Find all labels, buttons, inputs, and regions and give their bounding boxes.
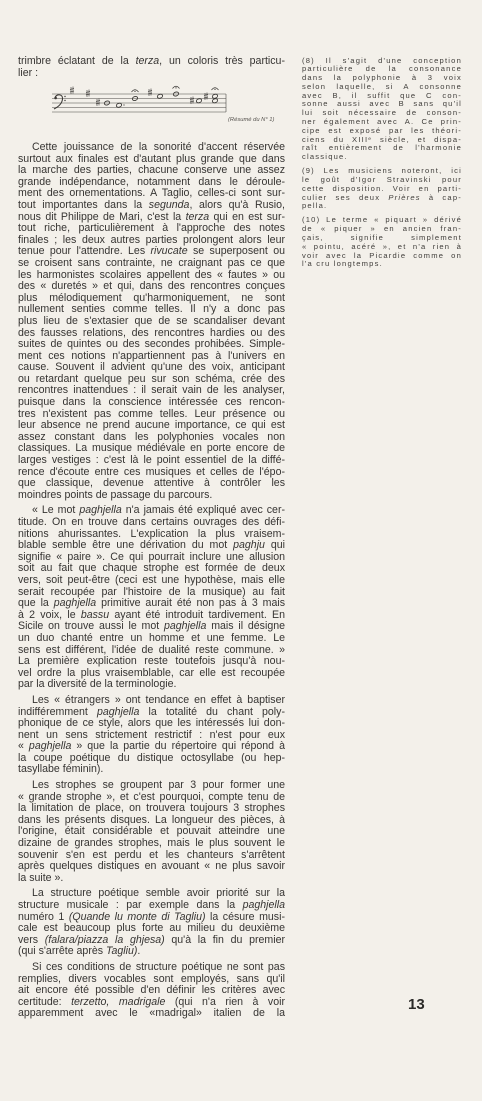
- text-line: ment ces notions n'appartiennent pas à l'univers en: [18, 349, 285, 362]
- text-run: certitude:: [18, 995, 72, 1008]
- text-run: qui en est sur-: [209, 210, 285, 223]
- text-line: plus mélodiquement qu'harmoniquement, ne sont: [18, 291, 285, 304]
- text-line: cale est beaucoup plus forte au milieu du deuxième: [18, 922, 285, 935]
- text-line: classiques. La musique médiévale en porte encore de: [18, 442, 285, 455]
- text-run: ayant été introduit tardivement. En: [109, 608, 285, 621]
- music-example-caption: (Résumé du N° 1): [228, 117, 275, 123]
- text-line: Les « étrangers » ont tendance en effet à baptiser: [32, 693, 285, 706]
- text-line: nent un sens strictement restrictif : n'est pour eux: [18, 728, 285, 741]
- text-line: cette disposition. Voir en parti-: [302, 183, 462, 193]
- text-line: se croisent sans contrainte, ne craignant pas ce que: [18, 256, 285, 269]
- text-line: [18, 56, 285, 68]
- footnote: [302, 57, 462, 163]
- text-run: primitive aurait été non pas à 3 mais: [96, 597, 286, 610]
- italic-run: terza: [135, 55, 160, 67]
- text-line: les harmonistes scolaires appellent des « fautes » ou: [18, 268, 285, 281]
- paragraph: [18, 962, 285, 1020]
- text-line: sonne aussi avec B sans qu'il: [302, 99, 462, 109]
- text-line: Les strophes se groupent par 3 pour former une: [32, 779, 285, 792]
- text-run: culier ses deux: [302, 192, 389, 202]
- text-line: la limitation de place, on trouvera toujours 3 strophes: [18, 802, 285, 815]
- text-line: leur absence ne prend aucune importance, ce qui est: [18, 419, 285, 432]
- text-run: trimbre éclatant de la: [18, 55, 136, 67]
- text-line: un duo chanté entre un homme et une femme. Le: [18, 631, 285, 644]
- italic-run: paghjella: [53, 597, 97, 610]
- text-line: ou retardant quelque peu sur son schéma, crée des: [18, 372, 285, 385]
- text-line: çais, signifie simplement: [302, 233, 462, 243]
- text-run: ciens du XIII: [302, 134, 369, 144]
- text-line: des « duretés » et qui, dans des rencontres conçues: [18, 280, 285, 293]
- text-line: souvenir s'en est perdu et les chanteurs s'arrêtent: [18, 848, 285, 861]
- italic-run: segunda: [148, 198, 190, 211]
- text-run: qu'à la fin du premier: [164, 933, 285, 946]
- text-line: assez constant dans les polyphonies vocales non: [18, 430, 285, 443]
- text-line: tasyllabe féminin).: [18, 763, 104, 776]
- text-line: dans les présents disques. La longueur des pièces, à: [18, 813, 285, 826]
- bass-clef-icon: [54, 95, 66, 109]
- paragraph: [18, 695, 285, 776]
- text-line: par la diversité de la terminologie.: [18, 678, 177, 691]
- text-line: remplies, divers vocables sont employés, sans qu'il: [18, 972, 285, 985]
- text-line: finales ; les deux autres parties prolongent alors leur: [18, 233, 285, 246]
- text-line: après quelques distiques en avouant « ne plus savoir: [18, 860, 285, 873]
- text-line: des fausses relations, des rencontres hardies ou des: [18, 326, 285, 339]
- text-run: (qui s'arrête après: [18, 945, 106, 958]
- text-line: dizaine de grandes strophes, mais le plus souvent le: [18, 837, 285, 850]
- text-line: cause. Souvent il advient qu'une des voix, anticipant: [18, 361, 285, 374]
- text-run: , alors qu'à Rusio,: [189, 198, 285, 211]
- text-run: se superposent ou: [187, 245, 286, 258]
- text-run: blable semble être une dérivation du mot: [18, 539, 234, 552]
- text-run: la césure musi-: [205, 910, 285, 923]
- italic-run: terza: [185, 210, 210, 223]
- text-run: (qui n'a rien à voir: [165, 995, 285, 1008]
- italic-run: (falara/piazza la ghjesa): [44, 933, 165, 946]
- page-number: 13: [408, 996, 425, 1013]
- text-line: ner également avec A. Ce prin-: [302, 117, 462, 127]
- italic-run: terzetto, madrigale: [71, 995, 166, 1008]
- text-line: Cette jouissance de la sonorité d'accent réservée: [32, 141, 285, 153]
- text-line: grande indépendance, notamment dans le déroule-: [18, 175, 285, 188]
- text-line: la coupe poétique du distique octosyllabe (ou hep-: [18, 751, 285, 764]
- superscript: e: [368, 136, 373, 142]
- footnotes-column: [302, 57, 462, 275]
- text-line: pella.: [302, 201, 328, 211]
- text-run: que la: [18, 597, 54, 610]
- text-run: la totalité du chant poly-: [139, 705, 285, 718]
- text-line: Si ces conditions de structure poétique ne sont pas: [32, 960, 285, 973]
- text-line: le goût d'Igor Stravinski pour: [302, 175, 462, 185]
- footnote: [302, 216, 462, 269]
- italic-run: paghjella: [96, 705, 140, 718]
- text-line: [18, 946, 285, 958]
- text-line: serait recoupée par l'histoire de la musique) au fait: [18, 585, 285, 598]
- text-line: tres n'existent pas comme telles. Leur présence ou: [18, 407, 285, 420]
- text-line: La première explication reste toutefois jusqu'à nou-: [18, 655, 285, 668]
- fermata-signs: [132, 86, 219, 92]
- text-line: rence d'écoute entre ces musiques et celles de l'épo-: [18, 465, 285, 478]
- italic-run: Prières: [388, 192, 421, 202]
- italic-run: paghju: [233, 539, 265, 552]
- text-line: la marche des parties, chacune conserve une assez: [18, 164, 285, 177]
- text-line: ment des ornementations. A Taglio, celles-ci sont sur-: [18, 187, 285, 200]
- text-line: selon laquelle, si A consonne: [302, 81, 462, 91]
- italic-run: bassu: [80, 608, 110, 621]
- italic-run: paghjella: [163, 620, 207, 633]
- italic-run: paghjella: [242, 899, 285, 911]
- text-run: qui: [264, 539, 285, 552]
- text-line: tout riche, particulièrement à l'approche des notes: [18, 222, 285, 235]
- text-run: nous dit Philippe de Mari, c'est la: [18, 210, 186, 223]
- text-line: lier :: [18, 66, 39, 79]
- text-run: « Le mot: [32, 504, 80, 517]
- text-line: particulière de la consonance: [302, 64, 462, 74]
- text-run: à 2 voix, le: [18, 608, 81, 621]
- text-line: raît entièrement de l'harmonie: [302, 143, 462, 153]
- text-line: la suite ».: [18, 871, 64, 884]
- text-line: (9) Les musiciens noteront, ici: [302, 166, 462, 176]
- paragraph: [18, 505, 285, 691]
- text-run: indifféremment: [18, 705, 97, 718]
- text-line: rencontres inattendues : il serait vain de les analyser,: [18, 384, 285, 397]
- text-line: que classique, devenue attentive à contrôler les: [18, 477, 285, 490]
- text-run: vers: [18, 933, 45, 946]
- paragraph: [18, 888, 285, 958]
- text-run: numéro 1: [18, 910, 69, 923]
- text-run: tenue pour l'attendre. Les: [18, 245, 151, 258]
- text-run: n'a jamais été expliqué avec cer-: [121, 504, 285, 517]
- text-line: surtout aux finales est d'autant plus grande que dans: [18, 152, 285, 165]
- text-run: , un coloris très particu-: [159, 55, 285, 67]
- text-line: vel ordre la plus vraisemblable, car elle est recoupée: [18, 666, 285, 679]
- text-run: .: [137, 945, 141, 958]
- text-line: (10) Le terme « piquart » dérivé: [302, 215, 462, 225]
- text-line: cipe est exposé par les théori-: [302, 125, 462, 135]
- text-line: titude. On en trouve dans certains ouvrages des défi-: [18, 516, 285, 528]
- italic-run: rivucate: [150, 245, 188, 258]
- text-line: lui soit nécessaire de conson-: [302, 108, 462, 118]
- text-line: suites de quintes ou des secondes prohibées. Simple-: [18, 338, 285, 351]
- text-line: avec B, il suffit que C con-: [302, 90, 462, 100]
- text-run: à cap-: [420, 192, 462, 202]
- intro-text: [18, 56, 285, 79]
- paragraph: [18, 142, 285, 501]
- italic-run: paghjella: [28, 740, 72, 753]
- text-line: (8) Il s'agit d'une conception: [302, 55, 462, 65]
- text-run: siècle, et dispa-: [372, 134, 462, 144]
- text-line: soit au fait que chaque strophe est formée de deux: [18, 562, 285, 575]
- text-line: nullement senties comme telles. Il n'y a donc pas: [18, 303, 285, 316]
- text-line: signifie « paire ». Ce qui pourrait inclure une allusion: [18, 550, 285, 563]
- text-line: dans la polyphonie à 3 voix: [302, 73, 462, 83]
- text-line: de « piquer » en ancien fran-: [302, 224, 462, 234]
- text-line: plus lieu de s'extasier que de se scandaliser devant: [18, 314, 285, 327]
- text-run: structure musicale : par exemple dans la: [18, 899, 243, 911]
- text-line: voir avec la Picardie comme on: [302, 250, 462, 260]
- text-line: l'origine, était considérable et pouvait atteindre une: [18, 825, 285, 838]
- staff-lines: [52, 94, 226, 112]
- text-line: l'a cru longtemps.: [302, 259, 383, 269]
- text-line: ait encore été possible d'en définir les critères avec: [18, 984, 285, 997]
- text-run: » que la partie du répertoire qui répond à: [71, 740, 285, 753]
- text-run: «: [18, 740, 29, 753]
- text-line: puisque dans la conscience intéressée ces rencon-: [18, 396, 285, 409]
- music-example: [50, 84, 230, 128]
- text-line: phonique de ce style, alors que les intéressés lui don-: [18, 717, 285, 730]
- text-run: tout importantes dans la: [18, 198, 149, 211]
- text-line: classique.: [302, 152, 348, 162]
- italic-run: Tagliu): [106, 945, 138, 958]
- text-line: apparemment avec le «madrigal» italien de la: [18, 1007, 285, 1020]
- text-line: nitions ahurissantes. L'explication la plus vraisem-: [18, 527, 285, 540]
- paragraph: [18, 780, 285, 884]
- text-line: « pointu, acéré », et n'a rien à: [302, 241, 462, 251]
- text-line: vers, soit peut-être (ceci est une hypothèse, mais elle: [18, 573, 285, 586]
- footnote: [302, 167, 462, 211]
- text-line: larges vestiges : c'est là le point essentiel de la diffé-: [18, 454, 285, 467]
- italic-run: (Quande lu monte di Tagliu): [68, 910, 206, 923]
- text-line: moindres points de passage du parcours.: [18, 488, 213, 501]
- text-line: « grande strophe », et c'est pourquoi, compte tenu de: [18, 790, 285, 803]
- text-line: La structure poétique semble avoir priorité sur la: [32, 887, 285, 900]
- text-run: Sicile on trouve aussi le mot: [18, 620, 164, 633]
- text-run: mais il désigne: [206, 620, 285, 633]
- body-text: [18, 142, 285, 1024]
- italic-run: paghjella: [79, 504, 122, 517]
- text-line: sens est différent, l'idée de dualité reste commune. »: [18, 643, 285, 656]
